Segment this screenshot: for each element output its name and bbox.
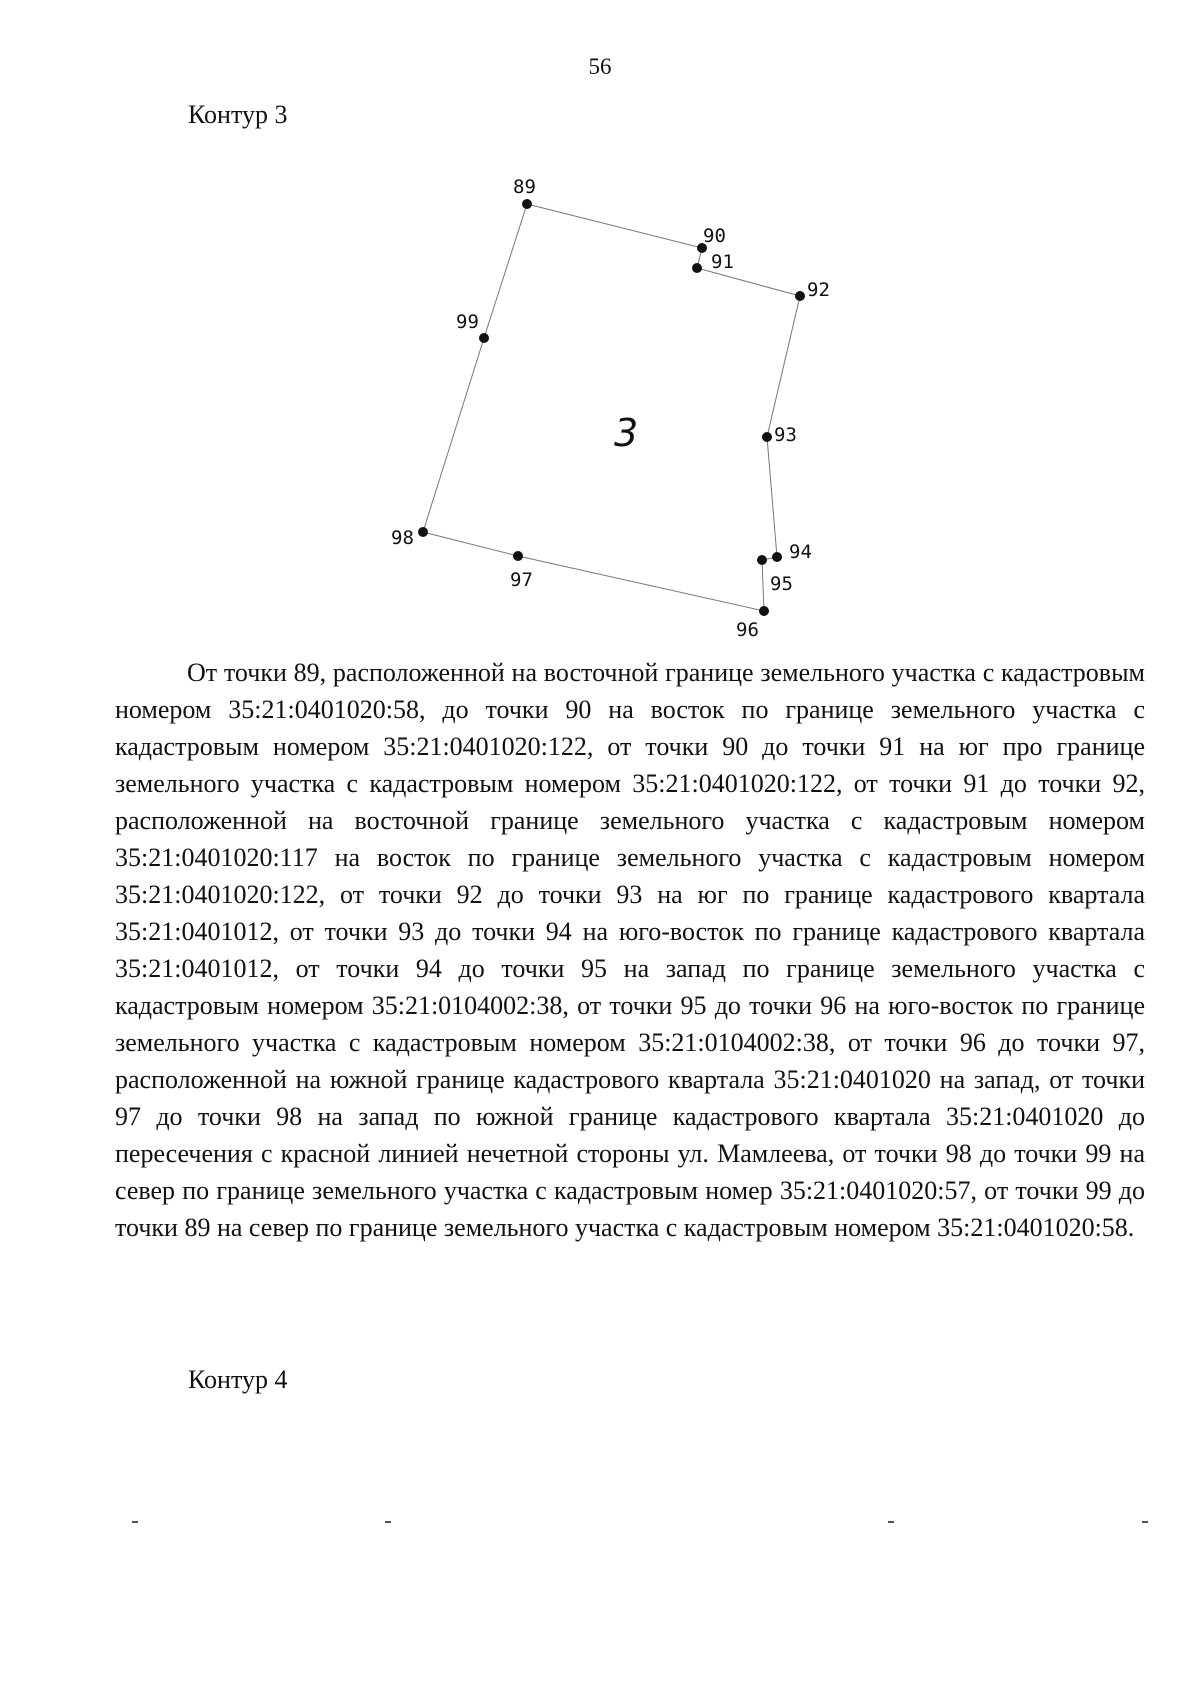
contour-3-diagram — [0, 0, 1200, 700]
contour-3-boundary — [423, 204, 800, 611]
point-label: 93 — [774, 424, 797, 446]
point-label: 89 — [513, 176, 536, 198]
point-label: 97 — [510, 569, 533, 591]
point-96 — [736, 606, 769, 641]
footer-tick — [1142, 1521, 1148, 1523]
point-99 — [456, 311, 489, 343]
point-label: 96 — [736, 619, 759, 641]
point-label: 99 — [456, 311, 479, 333]
point-label: 94 — [789, 541, 812, 563]
contour-3-description: От точки 89, расположенной на восточной границе земельного участка с кадастровым номером 35:21:0401020:58, до точки 90 на восток по границе земельного участка с кадастровым номером 35:21:0401020:122, от точки 90 до точки 91 на юг про границе земельного участка с кадастровым номером 35:21:0401020:122, от точки 91 до точки 92, расположенной на восточной границе земельного участка с кадастровым номером 35:21:0401020:117 на восток по границе земельного участка с кадастровым номером 35:21:0401020:122, от точки 92 до точки 93 на юг по границе кадастрового квартала 35:21:0401012, от точки 93 до точки 94 на юго-восток по границе кадастрового квартала 35:21:0401012, от точки 94 до точки 95 на запад по границе земельного участка с кадастровым номером 35:21:0104002:38, от точки 95 до точки 96 на юго-восток по границе земельного участка с кадастровым номером 35:21:0104002:38, от точки 96 до точки 97, расположенной на южной границе кадастрового квартала 35:21:0401020 на запад, от точки 97 до точки 98 на запад по южной границе кадастрового квартала 35:21:0401020 до пересечения с красной линией нечетной стороны ул. Мамлеева, от точки 98 до точки 99 на север по границе земельного участка с кадастровым номер 35:21:0401020:57, от точки 99 до точки 89 на север по границе земельного участка с кадастровым номером 35:21:0401020:58. — [115, 658, 1145, 1242]
point-label: 92 — [807, 279, 830, 301]
point-label: 98 — [391, 527, 414, 549]
point-label: 91 — [711, 251, 734, 273]
page-number: 56 — [588, 54, 612, 79]
point-90 — [697, 225, 726, 253]
footer-tick — [132, 1521, 138, 1523]
footer-tick — [385, 1521, 391, 1523]
point-label: 90 — [703, 225, 726, 247]
contour-3-heading: Контур 3 — [188, 100, 288, 129]
point-98 — [391, 527, 428, 549]
point-89 — [513, 176, 536, 209]
contour-number-label: 3 — [614, 411, 639, 455]
contour-4-heading: Контур 4 — [188, 1365, 288, 1394]
point-94 — [772, 541, 812, 563]
point-label: 95 — [770, 573, 793, 595]
point-92 — [795, 279, 830, 301]
footer-tick — [888, 1521, 894, 1523]
point-97 — [510, 551, 533, 591]
